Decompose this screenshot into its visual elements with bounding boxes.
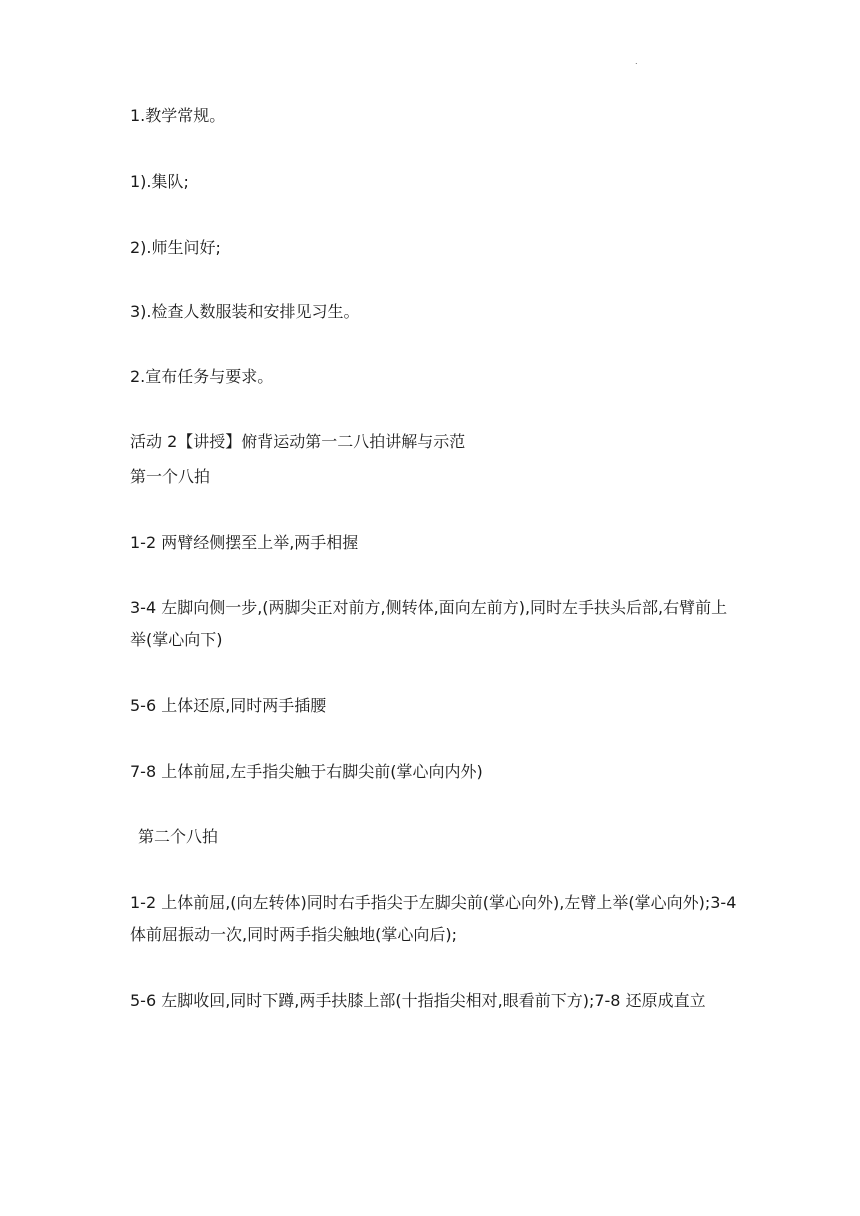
step-paragraph: 3-4 左脚向侧一步,(两脚尖正对前方,侧转体,面向左前方),同时左手扶头后部,右臂前上举(掌心向下): [130, 598, 728, 649]
step-paragraph: 7-8 上体前屈,左手指尖触于右脚尖前(掌心向内外): [130, 762, 483, 781]
subheading-first-eight: 第一个八拍: [130, 467, 211, 486]
list-item: 2).师生问好;: [130, 238, 221, 257]
step-paragraph: 1-2 上体前屈,(向左转体)同时右手指尖于左脚尖前(掌心向外),左臂上举(掌心向外);3-4 体前屈振动一次,同时两手指尖触地(掌心向后);: [130, 893, 737, 944]
step-paragraph: 5-6 上体还原,同时两手插腰: [130, 696, 327, 715]
subheading-second-eight: 第二个八拍: [138, 827, 219, 846]
header-mark: .: [635, 57, 638, 66]
activity-heading: 活动 2【讲授】俯背运动第一二八拍讲解与示范: [130, 432, 466, 451]
list-item: 3).检查人数服装和安排见习生。: [130, 302, 360, 321]
list-item: 1).集队;: [130, 172, 189, 191]
section-heading-routine: 1.教学常规。: [130, 106, 226, 125]
step-paragraph: 1-2 两臂经侧摆至上举,两手相握: [130, 533, 359, 552]
section-heading-task: 2.宣布任务与要求。: [130, 367, 274, 386]
step-paragraph: 5-6 左脚收回,同时下蹲,两手扶膝上部(十指指尖相对,眼看前下方);7-8 还原成直立: [130, 991, 706, 1010]
